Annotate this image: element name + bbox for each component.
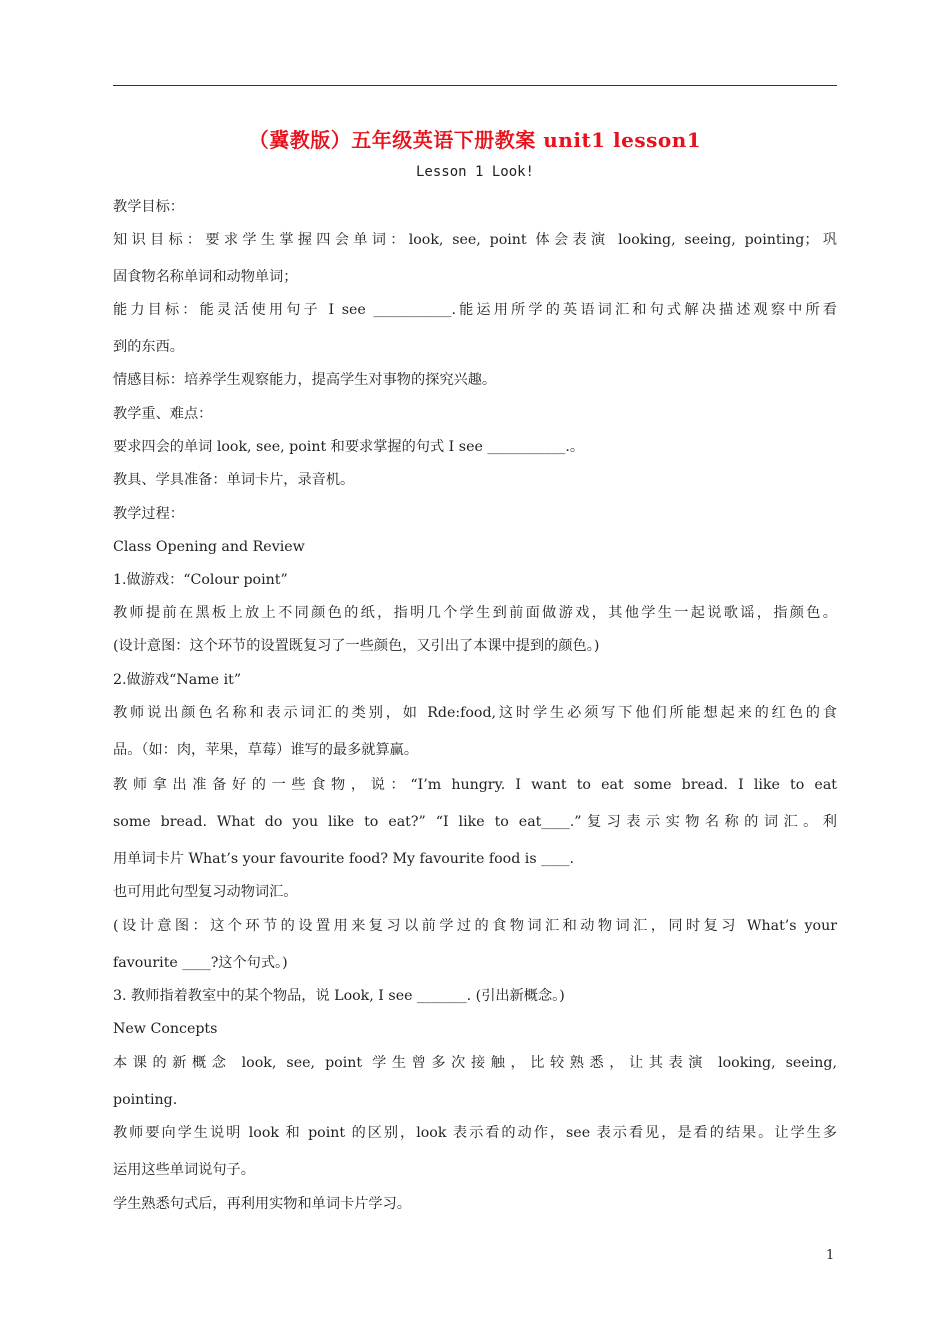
body-line: 运用这些单词说句子。 (113, 1162, 255, 1178)
body-line: 教具、学具准备：单词卡片，录音机。 (113, 472, 355, 488)
body-line: 用单词卡片 What’s your favourite food? My favourite food is ____. (113, 851, 574, 867)
body-line: pointing. (113, 1092, 178, 1108)
body-line: 3. 教师指着教室中的某个物品，说 Look, I see _______. (引出新概念。) (113, 988, 565, 1004)
body-line: Class Opening and Review (113, 539, 305, 555)
lesson-subtitle: Lesson 1 Look! (415, 164, 534, 180)
body-line: 教师提前在黑板上放上不同颜色的纸，指明几个学生到前面做游戏，其他学生一起说歌谣，指颜色。 (113, 605, 837, 621)
body-line: 1.做游戏：“Colour point” (113, 572, 288, 588)
body-line: 本课的新概念 look, see, point 学生曾多次接触，比较熟悉，让其表演 looking, seeing, (113, 1055, 837, 1071)
header-rule (113, 85, 837, 86)
body-line: 教师拿出准备好的一些食物，说：“I’m hungry. I want to eat some bread. I like to eat (113, 777, 837, 793)
body-line: 固食物名称单词和动物单词； (113, 269, 298, 285)
body-line: 品。（如：肉，苹果，草莓）谁写的最多就算赢。 (113, 742, 419, 758)
body-line: (设计意图：这个环节的设置用来复习以前学过的食物词汇和动物词汇，同时复习 What’s your (113, 918, 837, 934)
body-line: 教学过程： (113, 506, 184, 522)
body-line: 学生熟悉句式后，再利用实物和单词卡片学习。 (113, 1196, 411, 1212)
body-line: New Concepts (113, 1021, 218, 1037)
body-line: 要求四会的单词 look, see, point 和要求掌握的句式 I see ___________.。 (113, 439, 585, 455)
document-title: （冀教版）五年级英语下册教案 unit1 lesson1 (248, 128, 702, 152)
body-line: some bread. What do you like to eat?” “I like to eat____.”复习表示实物名称的词汇。利 (113, 814, 837, 830)
body-line: (设计意图：这个环节的设置既复习了一些颜色，又引出了本课中提到的颜色。) (113, 638, 600, 654)
body-line: 情感目标：培养学生观察能力，提高学生对事物的探究兴趣。 (113, 372, 497, 388)
body-line: 教学目标： (113, 199, 184, 215)
body-line: favourite ____?这个句式。) (113, 955, 288, 971)
page-number: 1 (826, 1248, 835, 1263)
body-line: 到的东西。 (113, 339, 184, 355)
body-line: 能力目标：能灵活使用句子 I see ___________.能运用所学的英语词汇和句式解决描述观察中所看 (113, 302, 837, 318)
body-line: 教学重、难点： (113, 406, 213, 422)
body-line: 教师要向学生说明 look 和 point 的区别，look 表示看的动作，see 表示看见，是看的结果。让学生多 (113, 1125, 837, 1141)
body-line: 知识目标：要求学生掌握四会单词：look, see, point 体会表演 looking, seeing, pointing；巩 (113, 232, 837, 248)
body-line: 也可用此句型复习动物词汇。 (113, 884, 298, 900)
body-line: 2.做游戏“Name it” (113, 672, 242, 688)
body-line: 教师说出颜色名称和表示词汇的类别，如 Rde:food,这时学生必须写下他们所能想起来的红色的食 (113, 705, 837, 721)
